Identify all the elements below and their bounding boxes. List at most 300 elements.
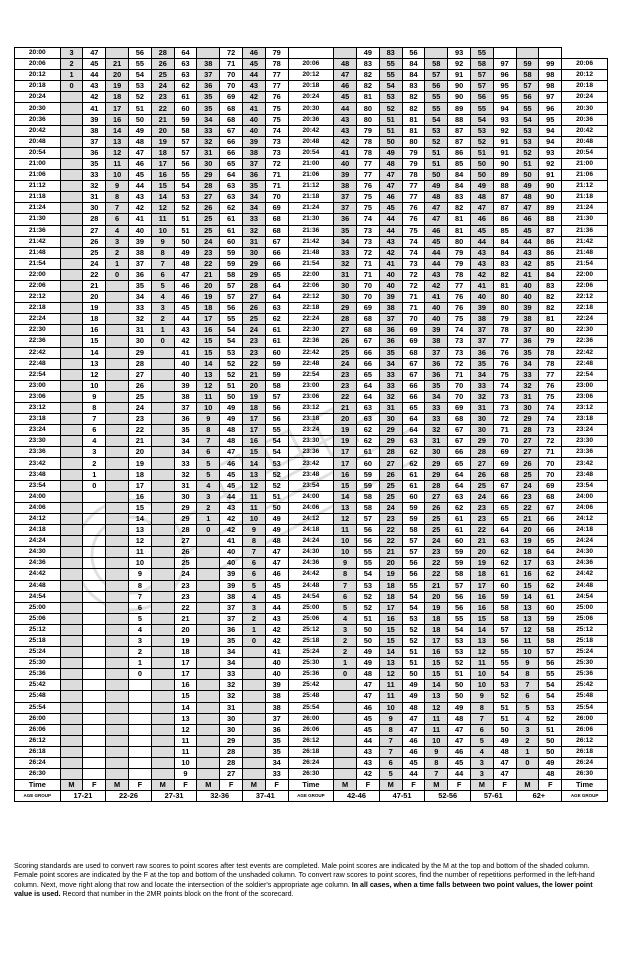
female-score-cell: 90: [448, 92, 471, 103]
male-score-cell: 48: [470, 192, 493, 203]
table-row: [15, 269, 608, 280]
female-score-cell: 71: [265, 181, 288, 192]
male-score-cell: 23: [516, 491, 539, 502]
male-score-cell: 29: [334, 303, 357, 314]
time-cell: 22:36: [288, 336, 334, 347]
female-score-cell: 81: [448, 225, 471, 236]
time-cell: 24:30: [562, 547, 608, 558]
time-cell: 24:54: [15, 591, 61, 602]
male-score-cell: 16: [242, 436, 265, 447]
male-score-cell: 10: [334, 547, 357, 558]
male-score-cell: 18: [151, 147, 174, 158]
time-cell: 25:42: [562, 680, 608, 691]
female-score-cell: 52: [265, 480, 288, 491]
time-cell: 24:06: [562, 502, 608, 513]
time-cell: 22:30: [15, 325, 61, 336]
female-score-cell: 43: [220, 502, 243, 513]
male-score-cell: 23: [425, 547, 448, 558]
time-cell: 21:00: [562, 158, 608, 169]
male-score-cell: 6: [242, 558, 265, 569]
male-score-cell: 21: [151, 114, 174, 125]
male-score-cell: 10: [106, 170, 129, 181]
male-score-cell: 19: [470, 558, 493, 569]
male-score-cell: 39: [516, 303, 539, 314]
male-score-cell: 54: [516, 114, 539, 125]
female-score-cell: 50: [539, 735, 562, 746]
male-score-cell: [60, 203, 83, 214]
time-cell: 20:24: [562, 92, 608, 103]
female-score-cell: 24: [129, 403, 152, 414]
female-score-cell: 46: [402, 746, 425, 757]
female-score-cell: 53: [356, 580, 379, 591]
female-score-cell: 68: [265, 214, 288, 225]
female-score-cell: 21: [129, 436, 152, 447]
time-cell: 26:24: [288, 758, 334, 769]
male-score-cell: 10: [470, 669, 493, 680]
time-cell: 22:42: [288, 347, 334, 358]
male-score-cell: 9: [425, 746, 448, 757]
male-score-cell: [197, 624, 220, 635]
table-row: [15, 691, 608, 702]
female-score-cell: 69: [356, 303, 379, 314]
male-score-cell: 24: [242, 325, 265, 336]
female-score-cell: 71: [356, 258, 379, 269]
female-score-cell: 12: [83, 369, 106, 380]
male-score-cell: 33: [425, 414, 448, 425]
female-score-cell: 8: [129, 580, 152, 591]
female-score-cell: 82: [539, 303, 562, 314]
female-score-cell: 80: [356, 103, 379, 114]
male-score-cell: 4: [151, 292, 174, 303]
age-group-62-plus: 62+: [516, 791, 562, 802]
time-cell: 21:18: [15, 192, 61, 203]
male-score-cell: [425, 48, 448, 59]
female-score-cell: 57: [265, 391, 288, 402]
female-score-cell: [129, 702, 152, 713]
male-score-cell: 55: [425, 103, 448, 114]
female-score-cell: 24: [174, 569, 197, 580]
male-score-cell: 33: [379, 369, 402, 380]
female-score-cell: 77: [402, 192, 425, 203]
female-score-cell: 10: [83, 380, 106, 391]
f-label: F: [356, 780, 379, 791]
female-score-cell: 91: [493, 136, 516, 147]
female-score-cell: 41: [83, 103, 106, 114]
table-row: [15, 480, 608, 491]
male-score-cell: 45: [334, 92, 357, 103]
male-score-cell: 39: [334, 170, 357, 181]
female-score-cell: 83: [402, 81, 425, 92]
table-row: [15, 380, 608, 391]
time-cell: 26:30: [562, 769, 608, 780]
time-cell: 23:48: [562, 469, 608, 480]
male-score-cell: 44: [242, 70, 265, 81]
time-cell: 22:06: [288, 280, 334, 291]
female-score-cell: 90: [493, 158, 516, 169]
male-score-cell: 28: [425, 480, 448, 491]
male-score-cell: 20: [425, 591, 448, 602]
male-score-cell: [60, 92, 83, 103]
female-score-cell: 21: [83, 280, 106, 291]
male-score-cell: 55: [425, 92, 448, 103]
female-score-cell: 94: [539, 125, 562, 136]
female-score-cell: 23: [174, 591, 197, 602]
male-score-cell: 17: [379, 602, 402, 613]
male-score-cell: 31: [516, 391, 539, 402]
male-score-cell: 11: [516, 635, 539, 646]
female-score-cell: 42: [220, 525, 243, 536]
male-score-cell: 16: [379, 613, 402, 624]
male-score-cell: [151, 702, 174, 713]
female-score-cell: 51: [402, 647, 425, 658]
female-score-cell: 46: [129, 158, 152, 169]
female-score-cell: [83, 713, 106, 724]
male-score-cell: 11: [379, 691, 402, 702]
female-score-cell: 98: [539, 70, 562, 81]
female-score-cell: 59: [402, 502, 425, 513]
female-score-cell: 67: [493, 480, 516, 491]
female-score-cell: 46: [220, 458, 243, 469]
male-score-cell: [60, 158, 83, 169]
male-score-cell: [60, 269, 83, 280]
f-label: F: [174, 780, 197, 791]
male-score-cell: [334, 769, 357, 780]
time-cell: 26:30: [15, 769, 61, 780]
female-score-cell: 65: [356, 369, 379, 380]
male-score-cell: 17: [334, 447, 357, 458]
time-cell: 24:12: [562, 513, 608, 524]
male-score-cell: 32: [379, 391, 402, 402]
male-score-cell: [60, 547, 83, 558]
female-score-cell: [129, 746, 152, 757]
table-row: [15, 702, 608, 713]
female-score-cell: 12: [174, 724, 197, 735]
time-cell: 24:36: [15, 558, 61, 569]
female-score-cell: 42: [265, 635, 288, 646]
female-score-cell: 74: [539, 414, 562, 425]
time-cell: 24:24: [562, 536, 608, 547]
male-score-cell: 14: [106, 125, 129, 136]
male-score-cell: [60, 536, 83, 547]
female-score-cell: 61: [356, 447, 379, 458]
male-score-cell: 2: [151, 314, 174, 325]
male-score-cell: [151, 647, 174, 658]
female-score-cell: 69: [402, 325, 425, 336]
male-score-cell: [197, 547, 220, 558]
male-score-cell: [60, 702, 83, 713]
male-score-cell: 16: [425, 647, 448, 658]
female-score-cell: 65: [493, 513, 516, 524]
male-score-cell: 3: [60, 48, 83, 59]
female-score-cell: 95: [539, 114, 562, 125]
male-score-cell: 16: [470, 602, 493, 613]
male-score-cell: 18: [379, 580, 402, 591]
female-score-cell: 53: [448, 635, 471, 646]
female-score-cell: 31: [129, 325, 152, 336]
female-score-cell: 89: [448, 103, 471, 114]
female-score-cell: 71: [265, 170, 288, 181]
female-score-cell: 3: [83, 447, 106, 458]
age-group-47-51: 47-51: [379, 791, 425, 802]
female-score-cell: 40: [220, 558, 243, 569]
female-score-cell: 62: [493, 558, 516, 569]
male-score-cell: 6: [106, 214, 129, 225]
male-score-cell: 57: [425, 70, 448, 81]
female-score-cell: 60: [539, 602, 562, 613]
female-score-cell: [83, 680, 106, 691]
male-score-cell: [151, 558, 174, 569]
male-score-cell: [106, 669, 129, 680]
female-score-cell: 67: [448, 436, 471, 447]
male-score-cell: [151, 569, 174, 580]
table-body: [15, 48, 608, 780]
male-score-cell: 4: [470, 746, 493, 757]
female-score-cell: 76: [265, 92, 288, 103]
male-score-cell: 36: [334, 214, 357, 225]
male-score-cell: 30: [379, 414, 402, 425]
male-score-cell: 15: [151, 181, 174, 192]
male-score-cell: 46: [425, 225, 448, 236]
female-score-cell: [83, 635, 106, 646]
female-score-cell: 53: [265, 458, 288, 469]
female-score-cell: 68: [220, 114, 243, 125]
male-score-cell: 48: [425, 192, 448, 203]
female-score-cell: 56: [448, 602, 471, 613]
time-cell: 25:36: [562, 669, 608, 680]
female-score-cell: 47: [265, 558, 288, 569]
male-score-cell: [151, 769, 174, 780]
female-score-cell: 87: [448, 125, 471, 136]
male-score-cell: 7: [106, 203, 129, 214]
female-score-cell: 54: [539, 691, 562, 702]
male-score-cell: 20: [334, 414, 357, 425]
male-score-cell: 47: [334, 70, 357, 81]
male-score-cell: [151, 758, 174, 769]
female-score-cell: 7: [129, 591, 152, 602]
male-score-cell: 51: [425, 158, 448, 169]
male-score-cell: 33: [425, 403, 448, 414]
male-score-cell: 49: [516, 181, 539, 192]
male-score-cell: 18: [106, 92, 129, 103]
table-row: [15, 469, 608, 480]
female-score-cell: 82: [539, 292, 562, 303]
female-score-cell: 44: [356, 735, 379, 746]
time-cell: 22:12: [15, 292, 61, 303]
male-score-cell: 39: [425, 325, 448, 336]
male-score-cell: 30: [197, 158, 220, 169]
female-score-cell: 53: [174, 192, 197, 203]
male-score-cell: 26: [197, 203, 220, 214]
f-label: F: [83, 780, 106, 791]
time-cell: 26:24: [15, 758, 61, 769]
female-score-cell: 56: [220, 303, 243, 314]
male-score-cell: 17: [151, 158, 174, 169]
male-score-cell: 38: [425, 336, 448, 347]
time-cell: 25:30: [288, 658, 334, 669]
male-score-cell: 43: [516, 247, 539, 258]
male-score-cell: 25: [151, 70, 174, 81]
male-score-cell: 43: [425, 269, 448, 280]
male-score-cell: [60, 447, 83, 458]
male-score-cell: 25: [197, 214, 220, 225]
male-score-cell: [334, 680, 357, 691]
male-score-cell: [197, 48, 220, 59]
female-score-cell: 23: [129, 414, 152, 425]
female-score-cell: 40: [174, 358, 197, 369]
female-score-cell: 42: [83, 92, 106, 103]
time-cell: [288, 48, 334, 59]
male-score-cell: [151, 369, 174, 380]
male-score-cell: [60, 247, 83, 258]
female-score-cell: 55: [174, 170, 197, 181]
table-row: [15, 59, 608, 70]
male-score-cell: 40: [425, 314, 448, 325]
table-row: [15, 147, 608, 158]
male-score-cell: 32: [334, 258, 357, 269]
female-score-cell: 68: [539, 491, 562, 502]
female-score-cell: 31: [174, 480, 197, 491]
f-label: F: [265, 780, 288, 791]
male-score-cell: [151, 391, 174, 402]
female-score-cell: 37: [265, 713, 288, 724]
time-cell: 20:24: [288, 92, 334, 103]
female-score-cell: 29: [220, 735, 243, 746]
male-score-cell: 19: [242, 391, 265, 402]
male-score-cell: 38: [379, 303, 402, 314]
time-cell: 26:06: [15, 724, 61, 735]
male-score-cell: 12: [516, 624, 539, 635]
female-score-cell: 52: [220, 369, 243, 380]
male-score-cell: 26: [425, 502, 448, 513]
female-score-cell: 44: [402, 769, 425, 780]
female-score-cell: 54: [174, 181, 197, 192]
male-score-cell: [60, 647, 83, 658]
female-score-cell: 44: [265, 602, 288, 613]
female-score-cell: 75: [493, 369, 516, 380]
male-score-cell: 11: [425, 724, 448, 735]
male-score-cell: [60, 403, 83, 414]
male-score-cell: 14: [425, 680, 448, 691]
male-score-cell: [106, 724, 129, 735]
female-score-cell: 77: [493, 336, 516, 347]
male-score-cell: [334, 713, 357, 724]
male-score-cell: 21: [197, 269, 220, 280]
female-score-cell: [129, 724, 152, 735]
female-score-cell: 59: [356, 480, 379, 491]
female-score-cell: 81: [402, 114, 425, 125]
female-score-cell: 55: [356, 558, 379, 569]
female-score-cell: 74: [402, 236, 425, 247]
male-score-cell: [106, 347, 129, 358]
female-score-cell: 13: [129, 525, 152, 536]
table-row: [15, 103, 608, 114]
male-score-cell: [106, 513, 129, 524]
male-score-cell: 15: [242, 447, 265, 458]
male-score-cell: 6: [470, 724, 493, 735]
time-cell: 25:18: [288, 635, 334, 646]
male-score-cell: 25: [379, 491, 402, 502]
female-score-cell: 5: [129, 613, 152, 624]
male-score-cell: [334, 735, 357, 746]
female-score-cell: 16: [83, 325, 106, 336]
female-score-cell: 65: [539, 536, 562, 547]
male-score-cell: 47: [379, 170, 402, 181]
male-score-cell: 11: [470, 658, 493, 669]
male-score-cell: 15: [197, 336, 220, 347]
female-score-cell: 78: [356, 136, 379, 147]
male-score-cell: [106, 658, 129, 669]
time-cell: 24:48: [562, 580, 608, 591]
female-score-cell: 73: [493, 391, 516, 402]
female-score-cell: 48: [220, 436, 243, 447]
time-cell: 23:30: [562, 436, 608, 447]
time-cell: 23:30: [288, 436, 334, 447]
female-score-cell: 66: [356, 358, 379, 369]
male-score-cell: 7: [379, 746, 402, 757]
female-score-cell: 73: [356, 236, 379, 247]
female-score-cell: 42: [356, 769, 379, 780]
female-score-cell: 69: [448, 403, 471, 414]
male-score-cell: 43: [334, 125, 357, 136]
male-score-cell: 8: [470, 702, 493, 713]
male-score-cell: [151, 380, 174, 391]
male-score-cell: 35: [425, 380, 448, 391]
time-cell: 21:00: [15, 158, 61, 169]
male-score-cell: 2: [60, 59, 83, 70]
female-score-cell: 54: [129, 70, 152, 81]
table-row: [15, 758, 608, 769]
male-score-cell: 45: [242, 59, 265, 70]
female-score-cell: 59: [448, 547, 471, 558]
table-row: [15, 558, 608, 569]
male-score-cell: 14: [379, 647, 402, 658]
female-score-cell: 92: [539, 158, 562, 169]
male-score-cell: 26: [470, 469, 493, 480]
male-score-cell: 3: [470, 758, 493, 769]
male-score-cell: 16: [516, 569, 539, 580]
male-score-cell: 4: [106, 225, 129, 236]
age-group-22-26: 22-26: [106, 791, 152, 802]
female-score-cell: 95: [493, 81, 516, 92]
male-score-cell: 46: [470, 214, 493, 225]
female-score-cell: 35: [265, 735, 288, 746]
time-cell: 21:48: [15, 247, 61, 258]
female-score-cell: 50: [448, 680, 471, 691]
table-row: [15, 669, 608, 680]
female-score-cell: 10: [129, 558, 152, 569]
male-score-cell: [106, 391, 129, 402]
female-score-cell: 47: [220, 447, 243, 458]
time-cell: 25:06: [15, 613, 61, 624]
male-score-cell: 42: [470, 269, 493, 280]
male-score-cell: 21: [516, 513, 539, 524]
table-row: [15, 491, 608, 502]
male-score-cell: 25: [379, 480, 402, 491]
female-score-cell: 59: [220, 247, 243, 258]
time-cell: 22:30: [562, 325, 608, 336]
age-group-52-56: 52-56: [425, 791, 471, 802]
male-score-cell: 20: [242, 380, 265, 391]
female-score-cell: 71: [493, 425, 516, 436]
male-score-cell: 52: [425, 136, 448, 147]
female-score-cell: 54: [220, 336, 243, 347]
male-score-cell: [60, 502, 83, 513]
male-score-cell: [106, 525, 129, 536]
male-score-cell: 49: [470, 181, 493, 192]
female-score-cell: 64: [402, 425, 425, 436]
female-score-cell: 81: [539, 314, 562, 325]
male-score-cell: 22: [151, 103, 174, 114]
